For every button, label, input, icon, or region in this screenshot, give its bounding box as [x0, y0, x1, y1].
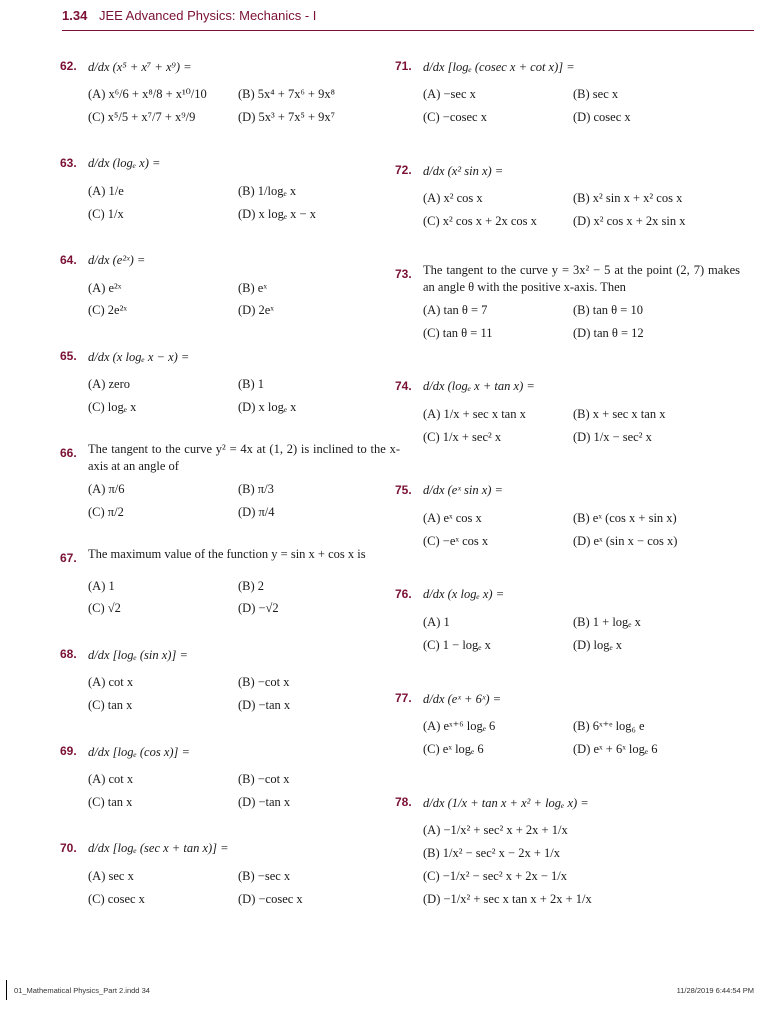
option-a: (A) π/6 [88, 481, 125, 496]
options-grid [423, 822, 740, 908]
option-a: (A) x⁶/6 + x⁸/8 + x¹⁰/10 [88, 87, 207, 101]
header-rule [62, 30, 754, 31]
question-73 [395, 262, 740, 342]
option-c: (C) eˣ logₑ 6 [423, 741, 484, 756]
question-67 [60, 546, 400, 618]
question-number: 65. [60, 349, 77, 364]
question-number: 75. [395, 482, 412, 497]
question-text: d/dx (x⁵ + x⁷ + x⁹) = [88, 59, 192, 74]
option-b: (B) −cot x [238, 772, 290, 786]
option-b: (B) −cot x [238, 675, 290, 690]
option-b: (B) 1/logₑ x [238, 183, 297, 198]
question-66 [60, 441, 400, 521]
options-grid [88, 183, 400, 223]
question-71 [395, 54, 740, 126]
question-77 [395, 686, 740, 758]
option-c: (C) −cosec x [423, 109, 487, 124]
question-number: 64. [60, 252, 77, 267]
page-number: 1.34 [62, 8, 88, 23]
option-a: (A) eˣ cos x [423, 510, 482, 525]
question-text: d/dx (x logₑ x) = [423, 587, 505, 602]
question-number: 77. [395, 690, 412, 705]
option-b: (B) 6ˣ⁺ᵉ log₆ e [573, 718, 645, 733]
option-d: (D) tan θ = 12 [573, 325, 644, 340]
options-grid [423, 718, 740, 758]
question-text: d/dx [logₑ (cos x)] = [88, 744, 190, 759]
question-number: 68. [60, 647, 77, 662]
options-grid [423, 86, 740, 126]
options-grid [88, 376, 400, 416]
option-d: (D) eˣ (sin x − cos x) [573, 533, 678, 548]
option-d: (D) −tan x [238, 698, 291, 713]
option-d: (D) x logₑ x [238, 400, 297, 415]
option-a: (A) cot x [88, 675, 134, 690]
option-d: (D) eˣ + 6ˣ logₑ 6 [573, 741, 658, 756]
question-text: d/dx (logₑ x + tan x) = [423, 379, 535, 394]
options-grid [423, 510, 740, 550]
question-text: d/dx (eˣ + 6ˣ) = [423, 691, 502, 706]
option-d: (D) −cosec x [238, 891, 303, 906]
option-a: (A) −1/x² + sec² x + 2x + 1/x [423, 822, 568, 837]
question-text: d/dx (x logₑ x − x) = [88, 349, 190, 364]
book-title: JEE Advanced Physics: Mechanics - I [98, 8, 317, 23]
question-text: d/dx (1/x + tan x + x² + logₑ x) = [423, 795, 589, 810]
question-text: d/dx [logₑ (sin x)] = [88, 647, 188, 662]
question-number: 73. [395, 267, 412, 282]
options-grid [88, 868, 400, 908]
option-d: (D) x logₑ x − x [238, 206, 316, 221]
question-72 [395, 158, 740, 230]
option-b: (B) −sec x [238, 868, 291, 883]
option-c: (C) 1/x [88, 206, 124, 221]
option-d: (D) −tan x [238, 794, 291, 809]
option-b: (B) x² sin x + x² cos x [573, 191, 683, 206]
question-74 [395, 374, 740, 446]
options-grid [88, 481, 400, 521]
question-65 [60, 344, 400, 416]
option-c: (C) x² cos x + 2x cos x [423, 213, 537, 228]
question-68 [60, 642, 400, 714]
options-grid [423, 614, 740, 654]
option-c: (C) x⁵/5 + x⁷/7 + x⁹/9 [88, 109, 196, 124]
question-62 [60, 54, 400, 126]
options-grid [423, 406, 740, 446]
crop-mark [6, 980, 7, 1000]
question-number: 66. [60, 446, 77, 460]
question-69 [60, 739, 400, 811]
question-number: 78. [395, 794, 412, 809]
question-number: 71. [395, 59, 412, 73]
question-text: d/dx [logₑ (sec x + tan x)] = [88, 841, 229, 856]
option-d: (D) 5x³ + 7x⁵ + 9x⁷ [238, 109, 336, 124]
question-text: d/dx (e²ˣ) = [88, 253, 146, 268]
question-number: 74. [395, 378, 412, 393]
option-b: (B) 1 [238, 377, 265, 392]
option-a: (A) −sec x [423, 87, 476, 101]
option-b: (B) 1/x² − sec² x − 2x + 1/x [423, 845, 560, 860]
option-c: (C) π/2 [88, 504, 124, 519]
question-text: The tangent to the curve y² = 4x at (1, 2) is inclined to the x-axis at an angle of [88, 442, 400, 473]
option-b: (B) 1 + logₑ x [573, 614, 641, 629]
option-c: (C) √2 [88, 601, 121, 616]
question-number: 62. [60, 59, 77, 73]
question-number: 63. [60, 155, 77, 170]
option-b: (B) 2 [238, 578, 265, 593]
options-grid [88, 578, 400, 618]
option-b: (B) π/3 [238, 481, 274, 496]
question-70 [60, 836, 400, 908]
option-c: (C) −eˣ cos x [423, 533, 489, 548]
option-a: (A) sec x [88, 868, 134, 883]
option-a: (A) 1/e [88, 183, 124, 198]
question-number: 72. [395, 163, 412, 178]
page-header [62, 8, 316, 23]
question-number: 67. [60, 550, 77, 565]
option-c: (C) 1/x + sec² x [423, 429, 502, 444]
option-b: (B) eˣ [238, 280, 267, 295]
option-a: (A) 1/x + sec x tan x [423, 406, 526, 421]
question-text: The maximum value of the function y = sin x + cos x is [88, 546, 366, 561]
option-c: (C) 2e²ˣ [88, 303, 127, 318]
option-c: (C) tan x [88, 698, 133, 713]
question-63 [60, 151, 400, 223]
question-number: 76. [395, 586, 412, 601]
option-d: (D) π/4 [238, 504, 275, 519]
option-d: (D) 2eˣ [238, 303, 274, 318]
option-d: (D) −1/x² + sec x tan x + 2x + 1/x [423, 891, 592, 906]
option-c: (C) 1 − logₑ x [423, 637, 491, 652]
question-text: d/dx (x² sin x) = [423, 163, 504, 178]
right-column [395, 54, 740, 907]
options-grid [423, 190, 740, 230]
option-a: (A) 1 [88, 578, 115, 593]
footer-timestamp: 11/28/2019 6:44:54 PM [676, 986, 754, 995]
option-d: (D) x² cos x + 2x sin x [573, 213, 686, 228]
option-a: (A) zero [88, 377, 130, 392]
option-c: (C) tan θ = 11 [423, 325, 493, 340]
options-grid [88, 674, 400, 714]
option-a: (A) cot x [88, 772, 134, 786]
options-grid [88, 280, 400, 320]
option-d: (D) 1/x − sec² x [573, 429, 652, 444]
option-a: (A) eˣ⁺⁶ logₑ 6 [423, 718, 496, 733]
question-76 [395, 582, 740, 654]
options-grid [88, 86, 400, 126]
left-column [60, 54, 400, 908]
option-d: (D) logₑ x [573, 637, 623, 652]
question-text: The tangent to the curve y = 3x² − 5 at the point (2, 7) makes an angle θ with the positive x-axis. Then [423, 263, 740, 294]
option-b: (B) x + sec x tan x [573, 406, 666, 421]
question-text: d/dx (eˣ sin x) = [423, 483, 503, 498]
option-a: (A) 1 [423, 614, 450, 629]
option-b: (B) 5x⁴ + 7x⁶ + 9x⁸ [238, 87, 335, 101]
option-a: (A) tan θ = 7 [423, 302, 488, 317]
option-c: (C) −1/x² − sec² x + 2x − 1/x [423, 868, 568, 883]
option-d: (D) −√2 [238, 601, 279, 616]
option-c: (C) cosec x [88, 891, 145, 906]
question-78 [395, 790, 740, 908]
option-d: (D) cosec x [573, 109, 631, 124]
options-grid [88, 771, 400, 811]
question-75 [395, 478, 740, 550]
option-c: (C) tan x [88, 794, 133, 809]
footer-file: 01_Mathematical Physics_Part 2.indd 34 [14, 986, 150, 995]
options-grid [423, 302, 740, 342]
option-b: (B) sec x [573, 87, 619, 101]
option-a: (A) x² cos x [423, 191, 483, 206]
question-text: d/dx [logₑ (cosec x + cot x)] = [423, 59, 575, 74]
question-number: 70. [60, 840, 77, 855]
option-c: (C) logₑ x [88, 400, 137, 415]
option-b: (B) tan θ = 10 [573, 302, 643, 317]
option-b: (B) eˣ (cos x + sin x) [573, 510, 677, 525]
question-text: d/dx (logₑ x) = [88, 156, 161, 171]
option-a: (A) e²ˣ [88, 280, 122, 295]
question-64 [60, 248, 400, 320]
question-number: 69. [60, 744, 77, 758]
